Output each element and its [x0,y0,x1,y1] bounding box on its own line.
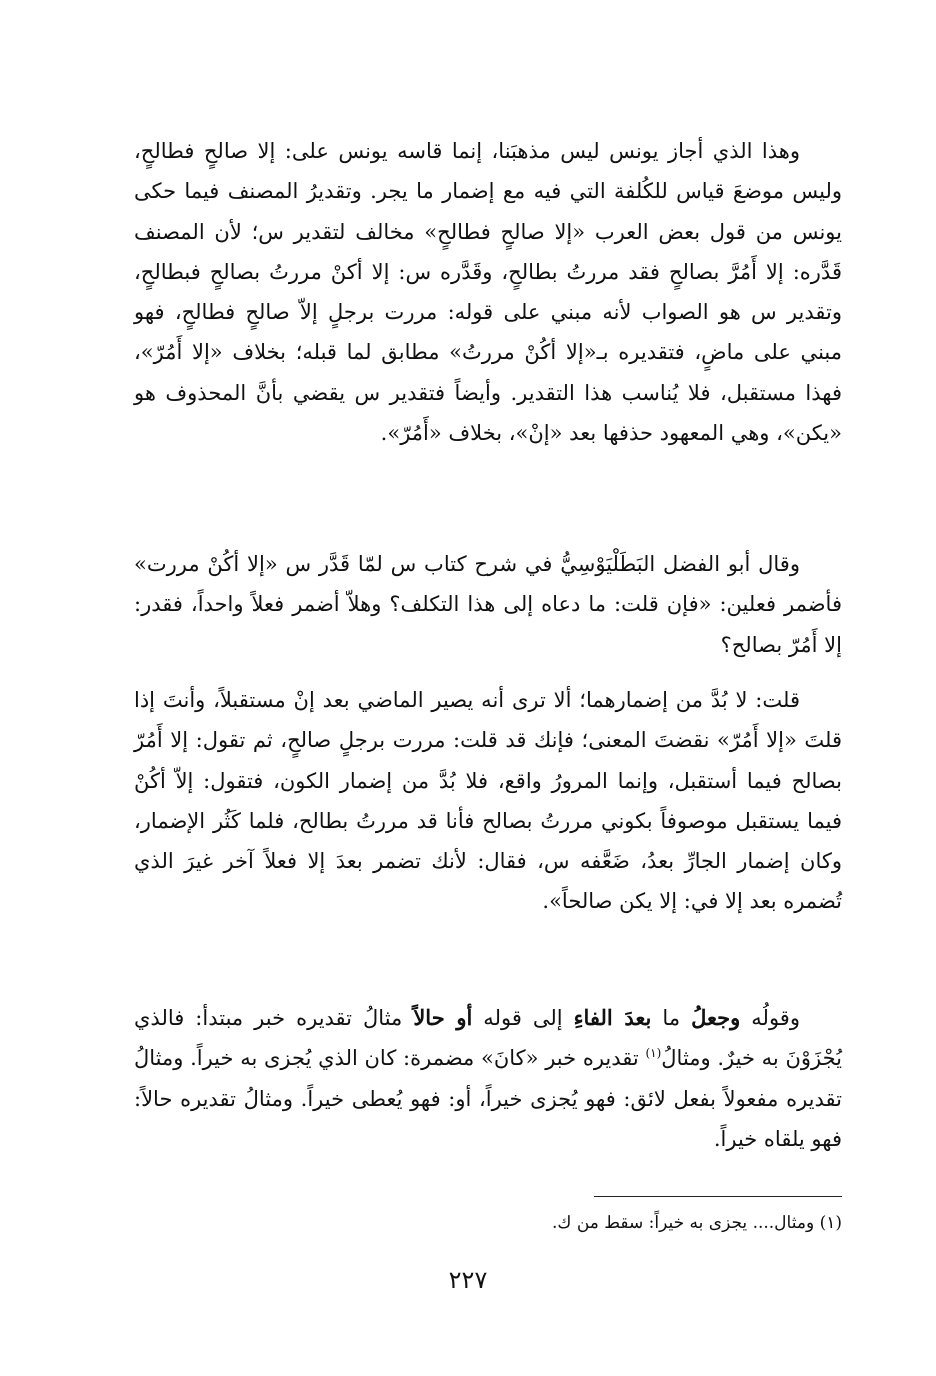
page-number: ٢٢٧ [448,1266,488,1294]
quoted-term-bada-alfa: بعدَ الفاءِ [573,1005,652,1030]
body-text-block-3 [134,680,842,922]
footnote-text: ومثال.... يجزى به خيراً: سقط من ك. [552,1213,815,1233]
paragraph-yunus-analogy: وهذا الذي أجاز يونس ليس مذهبَنا، إنما قاسه يونس على: إلا صالحٍ فطالحٍ، وليس موضعَ قياس للكُلفة التي فيه مع إضمار ما يجر. وتقديرُ المصنف فيما حكى يونس من قول بعض العرب «إلا صالحٍ فطالحٍ» مخالف لتقدير س؛ لأن المصنف قَدَّره: إلا أَمُرَّ بصالحٍ فقد مررتُ بطالحٍ، وقَدَّره س: إلا أكنْ مررتُ بصالحٍ فبطالحٍ، وتقدير س هو الصواب لأنه مبني على قوله: مررت برجلٍ إلاّ صالحٍ فطالحٍ، فهو مبني على ماضٍ، فتقديره بـ«إلا أكُنْ مررتُ» مطابق لما قبله؛ بخلاف «إلا أَمُرّ»، فهذا مستقبل، فلا يُناسب هذا التقدير. وأيضاً فتقدير س يقضي بأنَّ المحذوف هو «يكن»، وهي المعهود حذفها بعد «إنْ»، بخلاف «أَمُرّ». [134,139,842,446]
footnote-marker[interactable]: (١) [645,1046,662,1061]
commentary-ma: ما [651,1006,692,1030]
footnote-number: (١) [819,1213,842,1233]
body-text-block-2 [134,544,842,665]
body-text-block-4 [134,998,842,1159]
commentary-ila-qawlih: إلى قوله [472,1006,574,1030]
commentary-intro: وقولُه [740,1006,800,1030]
commentary-rest: تقديره خبر «كانَ» مضمرة: كان الذي يُجزى به خيراً. ومثالُ تقديره مفعولاً بفعل لائق: فهو يُجزى خيراً، أو: فهو يُعطى خيراً. ومثالُ تقديره حالاً: فهو يلقاه خيراً. [134,1046,842,1151]
quoted-term-aw-halan: أو حالاً [413,1005,473,1030]
quoted-term-wajaal: وجعلُ [691,1005,741,1030]
footnote [360,1209,842,1237]
paragraph-batalyawsi-quote: وقال أبو الفضل البَطَلْيَوْسِيُّ في شرح كتاب س لمّا قَدَّر س «إلا أكُنْ مررت» فأضمر فعلين: «فإن قلت: ما دعاه إلى هذا التكلف؟ وهلاّ أضمر فعلاً واحداً، فقدر: إلا أَمُرّ بصالح؟ [134,552,842,657]
paragraph-answer: قلت: لا بُدَّ من إضمارهما؛ ألا ترى أنه يصير الماضي بعد إنْ مستقبلاً، وأنتَ إذا قلتَ «إلا أَمُرّ» نقضتَ المعنى؛ فإنك قد قلت: مررت برجلٍ صالحٍ، ثم تقول: إلا أَمُرّ بصالح فيما أستقبل، وإنما المرورُ واقع، فلا بُدَّ من إضمار الكون، فتقول: إلاّ أكُنْ فيما يستقبل موصوفاً بكوني مررتُ بصالح فأنا قد مررتُ بطالح، فلما كَثُر الإضمار، وكان إضمار الجارِّ بعدُ، ضَعَّفه س، فقال: لأنك تضمر بعدَ إلا فعلاً آخر غيرَ الذي تُضمره بعد إلا في: إلا يكن صالحاً». [134,688,842,914]
body-text-block-1 [134,131,842,453]
paragraph-commentary [134,998,842,1159]
footnote-divider [594,1196,842,1197]
commentary-examples: مثالُ تقديره خبر مبتدأ: فالذي يُجْزَوْنَ به خيرٌ. ومثالُ [134,1006,842,1071]
